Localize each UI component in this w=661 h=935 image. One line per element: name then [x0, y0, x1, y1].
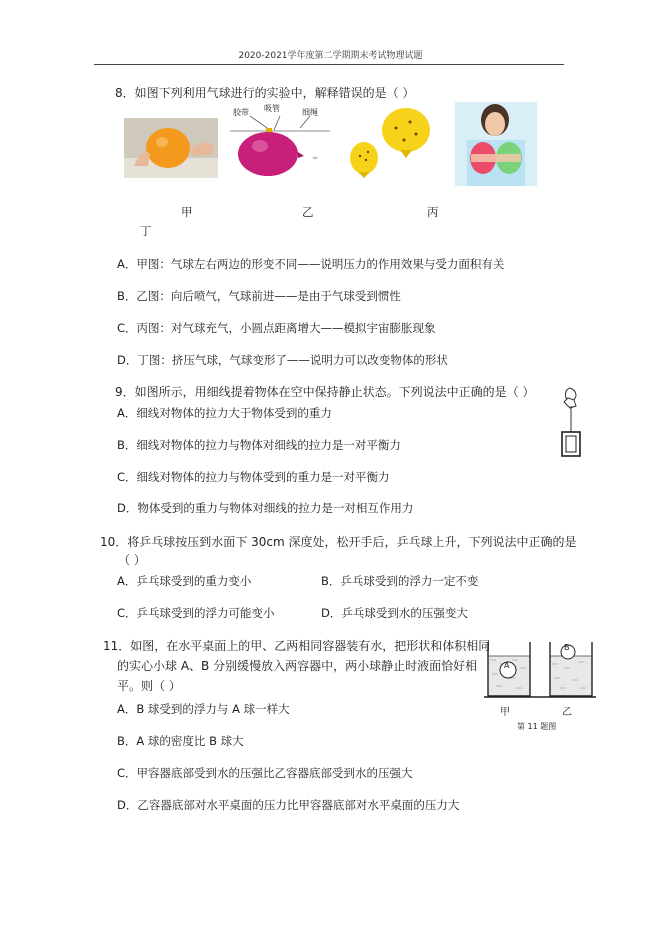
q10-option-b: B．乒乓球受到的浮力一定不变: [321, 574, 479, 588]
svg-text:≈: ≈: [312, 154, 318, 162]
q10-option-d: D．乒乓球受到水的压强变大: [321, 606, 468, 620]
q9-option-c: C．细线对物体的拉力与物体受到的重力是一对平衡力: [117, 470, 390, 484]
header-rule: [94, 64, 564, 65]
q9-option-b: B．细线对物体的拉力与物体对细线的拉力是一对平衡力: [117, 438, 401, 452]
container-jia-label: 甲: [500, 707, 510, 718]
container-yi-label: 乙: [562, 707, 572, 718]
q11-option-c: C．甲容器底部受到水的压强比乙容器底部受到水的压强大: [117, 766, 413, 780]
q11-stem-line3: 平。则（ ）: [117, 679, 181, 693]
q8-option-c: C．丙图：对气球充气，小圆点距离增大——模拟宇宙膨胀现象: [117, 321, 436, 335]
q8-figure-bing: [346, 104, 438, 184]
page-header: 2020-2021学年度第二学期期末考试物理试题: [238, 51, 423, 61]
two-containers-diagram: [484, 638, 596, 702]
caption-yi: 乙: [302, 205, 314, 219]
q8-figure-ding: [455, 102, 537, 186]
q8-figure-yi: [230, 106, 330, 186]
ball-b-label: B: [564, 643, 570, 652]
caption-jia: 甲: [181, 205, 193, 219]
label-string: 细绳: [302, 108, 318, 117]
q11-stem-line2: 的实心小球 A、B 分别缓慢放入两容器中，两小球静止时液面恰好相: [117, 659, 478, 673]
q11-figure: [484, 638, 596, 702]
q8-figure-jia: [124, 118, 218, 178]
balloon-press-photo: [124, 118, 218, 178]
label-tape: 胶带: [233, 108, 249, 117]
q9-figure: [558, 384, 584, 460]
q9-stem: 9．如图所示，用细线提着物体在空中保持静止状态。下列说法中正确的是（ ）: [115, 385, 535, 399]
q8-option-b: B．乙图：向后喷气，气球前进——是由于气球受到惯性: [117, 289, 401, 303]
q11-option-d: D．乙容器底部对水平桌面的压力比甲容器底部对水平桌面的压力大: [117, 798, 460, 812]
q9-option-a: A．细线对物体的拉力大于物体受到的重力: [117, 406, 332, 420]
caption-ding: 丁: [140, 224, 152, 238]
hanging-object-diagram: [558, 384, 584, 460]
q8-stem: 8．如图下列利用气球进行的实验中，解释错误的是（ ）: [115, 86, 415, 100]
q8-option-a: A．甲图：气球左右两边的形变不同——说明压力的作用效果与受力面积有关: [117, 257, 505, 271]
q10-stem-line2: （ ）: [118, 553, 146, 567]
q8-option-d: D．丁图：挤压气球，气球变形了——说明力可以改变物体的形状: [117, 353, 448, 367]
q10-stem-line1: 10．将乒乓球按压到水面下 30cm 深度处，松开手后，乒乓球上升，下列说法中正确的是: [100, 535, 577, 549]
q11-stem-line1: 11．如图，在水平桌面上的甲、乙两相同容器装有水，把形状和体积相同: [103, 639, 491, 653]
q11-figure-caption: 第 11 题图: [517, 722, 557, 731]
label-straw: 吸管: [264, 104, 280, 113]
ball-a-label: A: [504, 661, 510, 670]
q11-option-b: B．A 球的密度比 B 球大: [117, 734, 244, 748]
q10-option-c: C．乒乓球受到的浮力可能变小: [117, 606, 275, 620]
caption-bing: 丙: [427, 205, 439, 219]
q11-option-a: A．B 球受到的浮力与 A 球一样大: [117, 702, 290, 716]
q10-option-a: A．乒乓球受到的重力变小: [117, 574, 252, 588]
q9-option-d: D．物体受到的重力与物体对细线的拉力是一对相互作用力: [117, 501, 414, 515]
